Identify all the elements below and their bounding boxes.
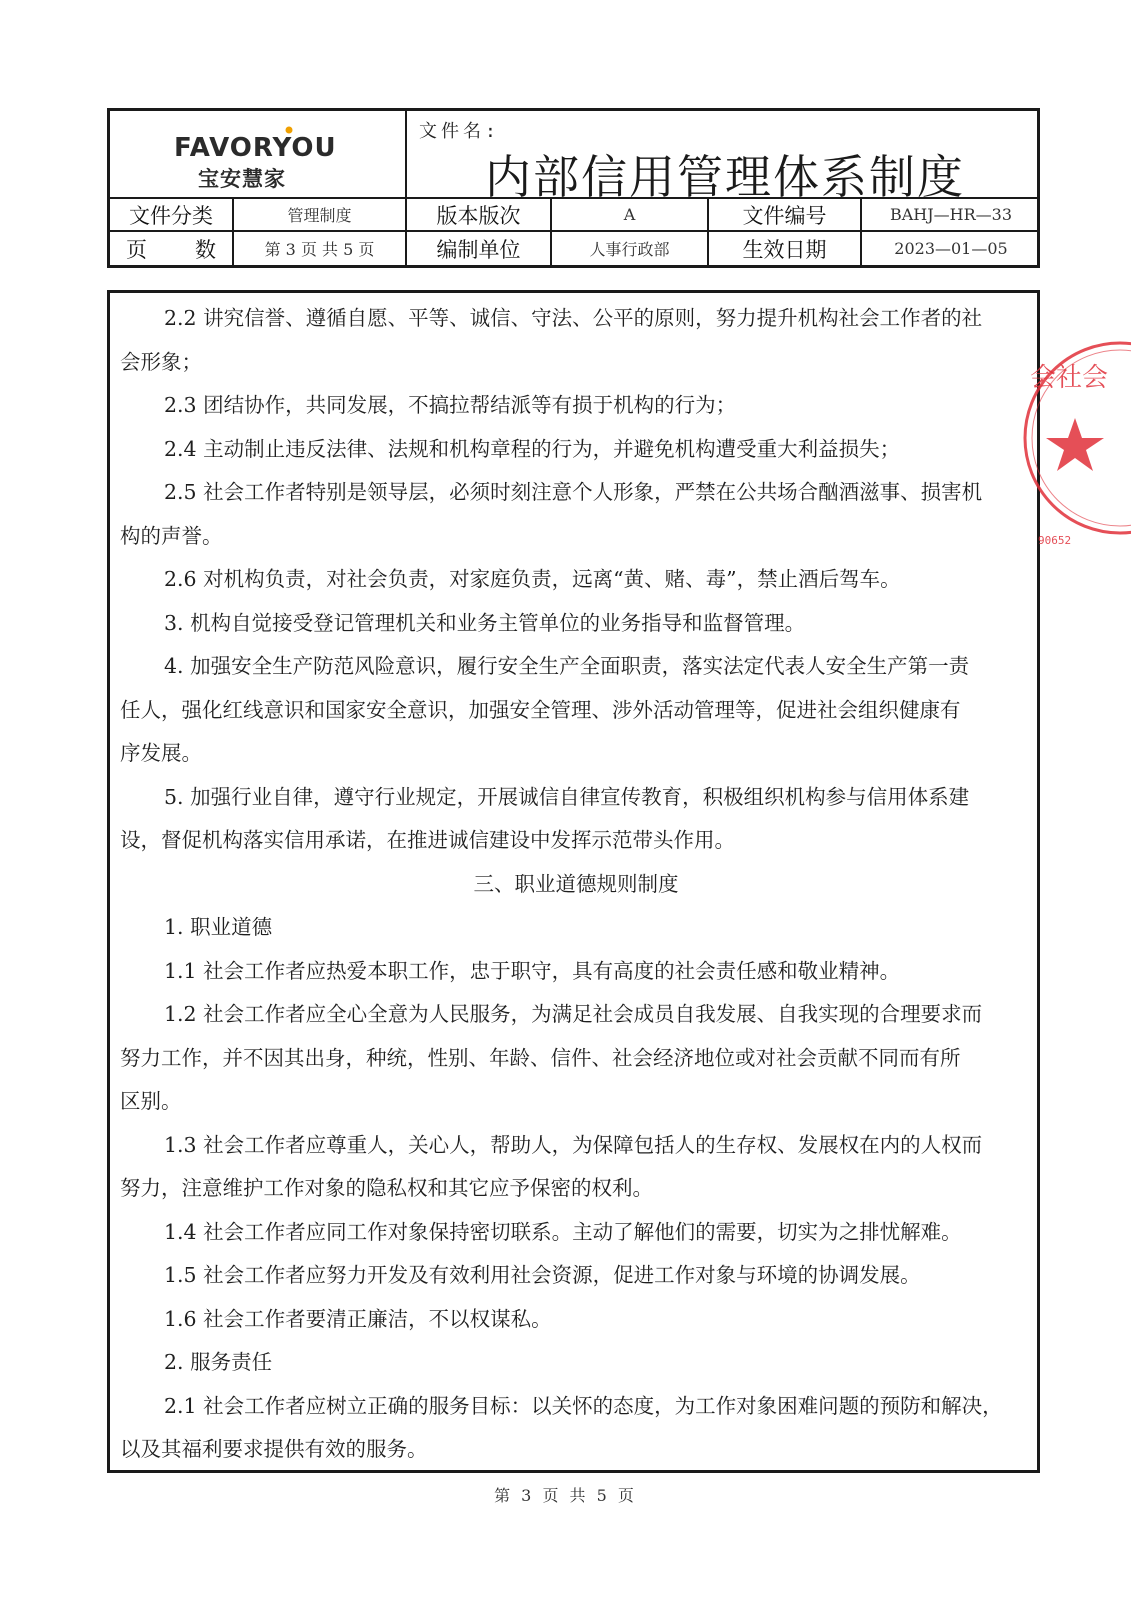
body-line: 2. 服务责任 — [164, 1350, 273, 1374]
body-line: 努力，注意维护工作对象的隐私权和其它应予保密的权利。 — [120, 1176, 653, 1200]
section-heading: 三、职业道德规则制度 — [473, 871, 679, 896]
logo-y-mark-icon — [280, 125, 298, 143]
seal-text: 会社会 — [1030, 363, 1109, 393]
file-name-label: 文件名: — [419, 121, 500, 142]
body-line: 2.6 对机构负责，对社会负责，对家庭负责，远离“黄、赌、毒”，禁止酒后驾车。 — [164, 567, 901, 591]
body-content — [120, 297, 1032, 1472]
category-label: 文件分类 — [110, 199, 234, 230]
body-line: 1.6 社会工作者要清正廉洁，不以权谋私。 — [164, 1306, 552, 1331]
meta-row-2 — [110, 232, 1037, 265]
body-line: 序发展。 — [120, 741, 202, 765]
body-line: 1. 职业道德 — [164, 915, 273, 939]
body-line: 2.1 社会工作者应树立正确的服务目标：以关怀的态度，为工作对象困难问题的预防和解决， — [164, 1393, 1003, 1418]
logo-brand-cn: 宝安慧家 — [198, 167, 286, 191]
version-label: 版本版次 — [407, 199, 552, 230]
body-line: 5. 加强行业自律，遵守行业规定，开展诚信自律宣传教育，积极组织机构参与信用体系建 — [164, 784, 970, 809]
body-line: 2.5 社会工作者特别是领导层，必须时刻注意个人形象，严禁在公共场合酗酒滋事、损害机 — [164, 480, 983, 504]
logo-brand: FAVORYOU — [174, 133, 337, 163]
number-label: 文件编号 — [709, 199, 862, 230]
unit-value: 人事行政部 — [552, 232, 709, 265]
body-line: 会形象； — [120, 349, 202, 374]
pages-label-part-2: 数 — [195, 237, 216, 262]
category-value: 管理制度 — [234, 199, 407, 230]
document-header-table — [107, 108, 1040, 268]
body-line: 2.2 讲究信誉、遵循自愿、平等、诚信、守法、公平的原则，努力提升机构社会工作者的社 — [164, 306, 983, 330]
company-logo — [174, 133, 344, 193]
unit-label: 编制单位 — [407, 232, 552, 265]
body-line: 1.5 社会工作者应努力开发及有效利用社会资源，促进工作对象与环境的协调发展。 — [164, 1263, 921, 1287]
seal-number: 90652 — [1038, 534, 1072, 547]
document-title: 内部信用管理体系制度 — [485, 150, 965, 204]
body-line: 以及其福利要求提供有效的服务。 — [120, 1437, 428, 1461]
version-value: A — [552, 199, 709, 230]
pages-value: 第 3 页 共 5 页 — [234, 232, 407, 265]
body-line: 4. 加强安全生产防范风险意识，履行安全生产全面职责，落实法定代表人安全生产第一责 — [164, 654, 970, 678]
body-line: 2.4 主动制止违反法律、法规和机构章程的行为，并避免机构遭受重大利益损失； — [164, 436, 901, 461]
pages-label — [110, 232, 234, 265]
body-line: 努力工作，并不因其出身，种统，性别、年龄、信件、社会经济地位或对社会贡献不同而有所 — [120, 1045, 961, 1070]
date-value: 2023—01—05 — [894, 239, 1008, 258]
number-value: BAHJ—HR—33 — [889, 205, 1013, 224]
title-cell — [407, 111, 1037, 204]
meta-row-1 — [110, 199, 1037, 232]
body-line: 2.3 团结协作，共同发展，不搞拉帮结派等有损于机构的行为； — [164, 393, 737, 417]
date-label: 生效日期 — [709, 232, 862, 265]
body-line: 1.4 社会工作者应同工作对象保持密切联系。主动了解他们的需要，切实为之排忧解难。 — [164, 1219, 962, 1244]
pages-label-part-1: 页 — [126, 237, 147, 262]
body-line: 1.3 社会工作者应尊重人，关心人，帮助人，为保障包括人的生存权、发展权在内的人权而 — [164, 1132, 983, 1157]
red-seal-stamp — [1020, 338, 1131, 558]
body-frame — [107, 290, 1040, 1473]
body-line: 区别。 — [120, 1089, 182, 1113]
body-line: 3. 机构自觉接受登记管理机关和业务主管单位的业务指导和监督管理。 — [164, 610, 806, 635]
logo-cell — [110, 111, 407, 199]
body-line: 构的声誉。 — [120, 523, 223, 548]
body-line: 1.2 社会工作者应全心全意为人民服务，为满足社会成员自我发展、自我实现的合理要求而 — [164, 1002, 983, 1026]
body-line: 1.1 社会工作者应热爱本职工作，忠于职守，具有高度的社会责任感和敬业精神。 — [164, 958, 901, 983]
body-line: 任人，强化红线意识和国家安全意识，加强安全管理、涉外活动管理等，促进社会组织健康有 — [120, 697, 961, 722]
body-line: 设，督促机构落实信用承诺，在推进诚信建设中发挥示范带头作用。 — [120, 828, 735, 852]
footer-page-number: 第 3 页 共 5 页 — [494, 1486, 637, 1505]
